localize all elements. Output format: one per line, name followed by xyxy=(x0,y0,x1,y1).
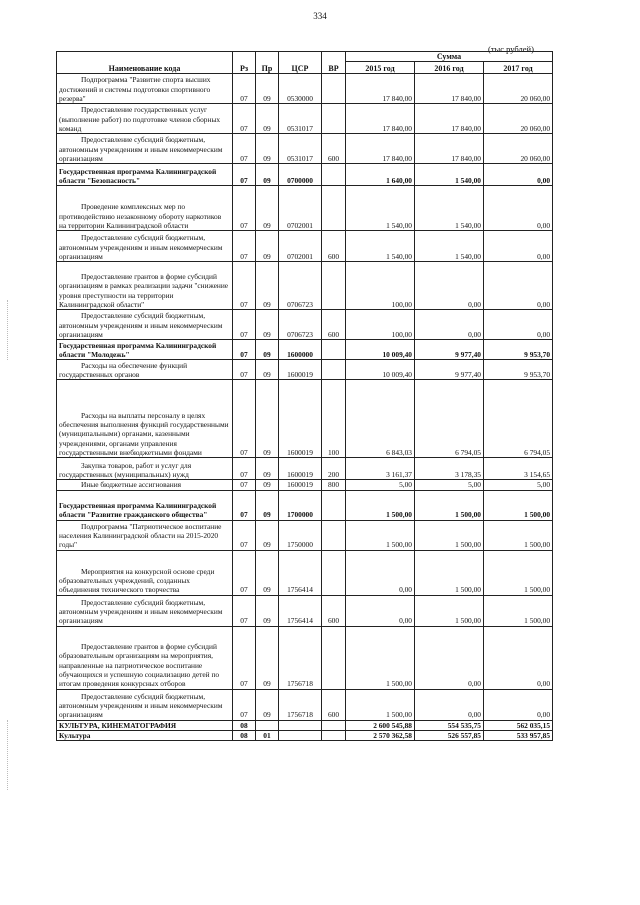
row-sum-2016: 17 840,00 xyxy=(415,74,484,104)
row-sum-2015: 1 500,00 xyxy=(346,520,415,550)
row-name: Подпрограмма "Развитие спорта высших достижений и системы подготовки спортивного резерва" xyxy=(57,74,233,104)
row-pr: 09 xyxy=(256,480,279,490)
row-sum-2015: 17 840,00 xyxy=(346,134,415,164)
row-sum-2017: 0,00 xyxy=(484,689,553,720)
row-pr: 09 xyxy=(256,164,279,186)
row-sum-2017: 20 060,00 xyxy=(484,74,553,104)
row-sum-2016: 0,00 xyxy=(415,262,484,310)
row-vr xyxy=(322,550,346,595)
row-vr: 600 xyxy=(322,231,346,262)
row-vr: 600 xyxy=(322,134,346,164)
table-row xyxy=(57,480,553,490)
row-name: Расходы на выплаты персоналу в целях обеспечения выполнения функций государственными (муниципальными) органами, казенными учреждениями, органами управления государственными внебюджетными фондами xyxy=(57,380,233,458)
row-vr: 600 xyxy=(322,689,346,720)
row-sum-2015: 1 500,00 xyxy=(346,689,415,720)
table-row xyxy=(57,262,553,310)
row-rz: 07 xyxy=(233,164,256,186)
row-pr: 09 xyxy=(256,490,279,520)
row-csr: 1756414 xyxy=(279,550,322,595)
row-vr xyxy=(322,360,346,380)
table-row xyxy=(57,134,553,164)
table-row xyxy=(57,360,553,380)
row-sum-2017: 562 035,15 xyxy=(484,720,553,730)
table-row xyxy=(57,689,553,720)
row-vr xyxy=(322,262,346,310)
row-sum-2015: 100,00 xyxy=(346,310,415,340)
margin-mark xyxy=(7,720,9,790)
row-pr: 09 xyxy=(256,520,279,550)
row-name: Подпрограмма "Патриотическое воспитание населения Калининградской области на 2015-2020 годы" xyxy=(57,520,233,550)
row-name: Мероприятия на конкурсной основе среди образовательных учреждений, созданных объединения технического творчества xyxy=(57,550,233,595)
row-sum-2017: 0,00 xyxy=(484,626,553,689)
row-vr: 600 xyxy=(322,310,346,340)
row-sum-2017: 3 154,65 xyxy=(484,458,553,480)
row-sum-2015: 1 540,00 xyxy=(346,231,415,262)
row-pr: 09 xyxy=(256,231,279,262)
table-row xyxy=(57,626,553,689)
row-name: Расходы на обеспечение функций государственных органов xyxy=(57,360,233,380)
row-vr xyxy=(322,520,346,550)
row-vr: 800 xyxy=(322,480,346,490)
table-row xyxy=(57,490,553,520)
margin-mark xyxy=(7,300,9,360)
row-sum-2017: 0,00 xyxy=(484,310,553,340)
table-row xyxy=(57,104,553,134)
header-2015: 2015 год xyxy=(346,62,415,74)
row-sum-2015: 1 640,00 xyxy=(346,164,415,186)
row-csr: 0700000 xyxy=(279,164,322,186)
page-number: 334 xyxy=(313,11,327,21)
row-rz: 07 xyxy=(233,480,256,490)
row-sum-2017: 20 060,00 xyxy=(484,134,553,164)
row-rz: 07 xyxy=(233,550,256,595)
row-csr: 0531017 xyxy=(279,104,322,134)
row-rz: 07 xyxy=(233,186,256,231)
row-csr xyxy=(279,720,322,730)
table-row xyxy=(57,720,553,730)
row-name: Предоставление государственных услуг (выполнение работ) по подготовке членов сборных команд xyxy=(57,104,233,134)
table-row xyxy=(57,730,553,740)
row-sum-2017: 6 794,05 xyxy=(484,380,553,458)
row-vr xyxy=(322,730,346,740)
row-rz: 07 xyxy=(233,231,256,262)
row-rz: 08 xyxy=(233,730,256,740)
table-row xyxy=(57,595,553,626)
row-sum-2016: 5,00 xyxy=(415,480,484,490)
row-pr: 09 xyxy=(256,458,279,480)
row-sum-2016: 1 500,00 xyxy=(415,595,484,626)
row-sum-2015: 1 540,00 xyxy=(346,186,415,231)
row-sum-2015: 1 500,00 xyxy=(346,626,415,689)
table-body xyxy=(57,74,553,741)
row-pr: 09 xyxy=(256,595,279,626)
row-csr: 1700000 xyxy=(279,490,322,520)
row-name: Предоставление субсидий бюджетным, автономным учреждениям и иным некоммерческим организациям xyxy=(57,310,233,340)
row-rz: 07 xyxy=(233,626,256,689)
header-rz: Рз xyxy=(233,52,256,74)
row-rz: 07 xyxy=(233,380,256,458)
row-pr: 09 xyxy=(256,550,279,595)
row-name: Закупка товаров, работ и услуг для государственных (муниципальных) нужд xyxy=(57,458,233,480)
row-pr: 09 xyxy=(256,134,279,164)
header-name: Наименование кода xyxy=(57,52,233,74)
row-rz: 08 xyxy=(233,720,256,730)
row-rz: 07 xyxy=(233,134,256,164)
row-sum-2015: 17 840,00 xyxy=(346,104,415,134)
row-csr: 0702001 xyxy=(279,186,322,231)
row-pr: 09 xyxy=(256,310,279,340)
row-name: Предоставление субсидий бюджетным, автономным учреждениям и иным некоммерческим организациям xyxy=(57,595,233,626)
row-pr: 09 xyxy=(256,340,279,360)
row-name: Иные бюджетные ассигнования xyxy=(57,480,233,490)
row-sum-2016: 1 500,00 xyxy=(415,520,484,550)
row-sum-2015: 17 840,00 xyxy=(346,74,415,104)
table-row xyxy=(57,520,553,550)
row-sum-2015: 5,00 xyxy=(346,480,415,490)
table-row xyxy=(57,310,553,340)
row-sum-2016: 9 977,40 xyxy=(415,360,484,380)
row-pr: 09 xyxy=(256,380,279,458)
header-csr: ЦСР xyxy=(279,52,322,74)
row-name: Государственная программа Калининградской области "Молодежь" xyxy=(57,340,233,360)
row-rz: 07 xyxy=(233,490,256,520)
row-sum-2016: 1 500,00 xyxy=(415,490,484,520)
row-rz: 07 xyxy=(233,310,256,340)
row-sum-2016: 3 178,35 xyxy=(415,458,484,480)
row-pr: 09 xyxy=(256,74,279,104)
row-csr xyxy=(279,730,322,740)
row-sum-2015: 10 009,40 xyxy=(346,360,415,380)
row-pr: 09 xyxy=(256,689,279,720)
row-pr: 09 xyxy=(256,626,279,689)
row-vr xyxy=(322,340,346,360)
row-rz: 07 xyxy=(233,520,256,550)
row-sum-2016: 1 540,00 xyxy=(415,186,484,231)
row-sum-2017: 533 957,85 xyxy=(484,730,553,740)
row-sum-2016: 9 977,40 xyxy=(415,340,484,360)
row-sum-2016: 0,00 xyxy=(415,310,484,340)
header-2016: 2016 год xyxy=(415,62,484,74)
row-rz: 07 xyxy=(233,458,256,480)
row-sum-2017: 20 060,00 xyxy=(484,104,553,134)
row-sum-2017: 0,00 xyxy=(484,262,553,310)
row-csr: 1600019 xyxy=(279,380,322,458)
row-rz: 07 xyxy=(233,104,256,134)
row-pr: 09 xyxy=(256,360,279,380)
header-sum: Сумма xyxy=(346,52,553,62)
budget-table xyxy=(56,51,553,741)
row-vr: 200 xyxy=(322,458,346,480)
row-name: Проведение комплексных мер по противодействию незаконному обороту наркотиков на территории Калининградской области xyxy=(57,186,233,231)
row-csr: 1600019 xyxy=(279,480,322,490)
row-sum-2017: 5,00 xyxy=(484,480,553,490)
row-pr: 09 xyxy=(256,186,279,231)
row-sum-2017: 1 500,00 xyxy=(484,595,553,626)
row-sum-2017: 1 500,00 xyxy=(484,550,553,595)
row-csr: 1600019 xyxy=(279,458,322,480)
table-row xyxy=(57,380,553,458)
row-csr: 1756718 xyxy=(279,689,322,720)
row-vr xyxy=(322,74,346,104)
row-sum-2017: 0,00 xyxy=(484,231,553,262)
table-row xyxy=(57,231,553,262)
row-sum-2017: 0,00 xyxy=(484,186,553,231)
row-name: Культура xyxy=(57,730,233,740)
row-sum-2016: 6 794,05 xyxy=(415,380,484,458)
row-pr: 09 xyxy=(256,104,279,134)
row-sum-2015: 0,00 xyxy=(346,595,415,626)
row-sum-2016: 526 557,85 xyxy=(415,730,484,740)
header-pr: Пр xyxy=(256,52,279,74)
row-sum-2017: 1 500,00 xyxy=(484,520,553,550)
row-csr: 0706723 xyxy=(279,262,322,310)
row-name: Предоставление грантов в форме субсидий организациям в рамках реализации задачи "снижение уровня преступности на территории Калининградской области" xyxy=(57,262,233,310)
row-sum-2015: 10 009,40 xyxy=(346,340,415,360)
row-csr: 1756414 xyxy=(279,595,322,626)
row-csr: 0706723 xyxy=(279,310,322,340)
row-name: Государственная программа Калининградской области "Безопасность" xyxy=(57,164,233,186)
row-sum-2016: 554 535,75 xyxy=(415,720,484,730)
row-pr xyxy=(256,720,279,730)
row-vr: 100 xyxy=(322,380,346,458)
header-2017: 2017 год xyxy=(484,62,553,74)
row-sum-2015: 3 161,37 xyxy=(346,458,415,480)
row-csr: 1600000 xyxy=(279,340,322,360)
row-csr: 0702001 xyxy=(279,231,322,262)
row-name: Предоставление субсидий бюджетным, автономным учреждениям и иным некоммерческим организациям xyxy=(57,689,233,720)
row-name: КУЛЬТУРА, КИНЕМАТОГРАФИЯ xyxy=(57,720,233,730)
row-sum-2015: 0,00 xyxy=(346,550,415,595)
row-sum-2015: 2 570 362,58 xyxy=(346,730,415,740)
row-sum-2015: 6 843,03 xyxy=(346,380,415,458)
row-vr xyxy=(322,104,346,134)
row-vr xyxy=(322,490,346,520)
table-row xyxy=(57,458,553,480)
row-rz: 07 xyxy=(233,262,256,310)
row-rz: 07 xyxy=(233,595,256,626)
row-sum-2017: 9 953,70 xyxy=(484,360,553,380)
row-rz: 07 xyxy=(233,360,256,380)
row-vr: 600 xyxy=(322,595,346,626)
row-rz: 07 xyxy=(233,74,256,104)
row-sum-2015: 100,00 xyxy=(346,262,415,310)
row-csr: 0531017 xyxy=(279,134,322,164)
row-vr xyxy=(322,186,346,231)
row-rz: 07 xyxy=(233,689,256,720)
row-csr: 1600019 xyxy=(279,360,322,380)
row-csr: 1750000 xyxy=(279,520,322,550)
row-pr: 09 xyxy=(256,262,279,310)
row-sum-2016: 0,00 xyxy=(415,689,484,720)
row-sum-2016: 1 500,00 xyxy=(415,550,484,595)
table-row xyxy=(57,164,553,186)
row-sum-2016: 17 840,00 xyxy=(415,104,484,134)
row-sum-2016: 17 840,00 xyxy=(415,134,484,164)
row-rz: 07 xyxy=(233,340,256,360)
row-pr: 01 xyxy=(256,730,279,740)
row-vr xyxy=(322,626,346,689)
row-sum-2016: 1 540,00 xyxy=(415,231,484,262)
table-row xyxy=(57,74,553,104)
table-row xyxy=(57,550,553,595)
row-csr: 0530000 xyxy=(279,74,322,104)
header-vr: ВР xyxy=(322,52,346,74)
row-sum-2016: 0,00 xyxy=(415,626,484,689)
row-sum-2017: 1 500,00 xyxy=(484,490,553,520)
table-row xyxy=(57,186,553,231)
row-csr: 1756718 xyxy=(279,626,322,689)
row-name: Предоставление субсидий бюджетным, автономным учреждениям и иным некоммерческим организациям xyxy=(57,231,233,262)
row-name: Предоставление субсидий бюджетным, автономным учреждениям и иным некоммерческим организациям xyxy=(57,134,233,164)
row-sum-2017: 0,00 xyxy=(484,164,553,186)
row-vr xyxy=(322,720,346,730)
units-label: (тыс.рублей) xyxy=(488,44,534,54)
row-name: Государственная программа Калининградской области "Развитие гражданского общества" xyxy=(57,490,233,520)
row-name: Предоставление грантов в форме субсидий образовательным организациям на мероприятия, направленные на патриотическое воспитание обучающихся и успешную социализацию детей по итогам проведения конкурсных отборов xyxy=(57,626,233,689)
row-sum-2015: 1 500,00 xyxy=(346,490,415,520)
table-row xyxy=(57,340,553,360)
row-vr xyxy=(322,164,346,186)
row-sum-2017: 9 953,70 xyxy=(484,340,553,360)
row-sum-2016: 1 540,00 xyxy=(415,164,484,186)
row-sum-2015: 2 600 545,88 xyxy=(346,720,415,730)
